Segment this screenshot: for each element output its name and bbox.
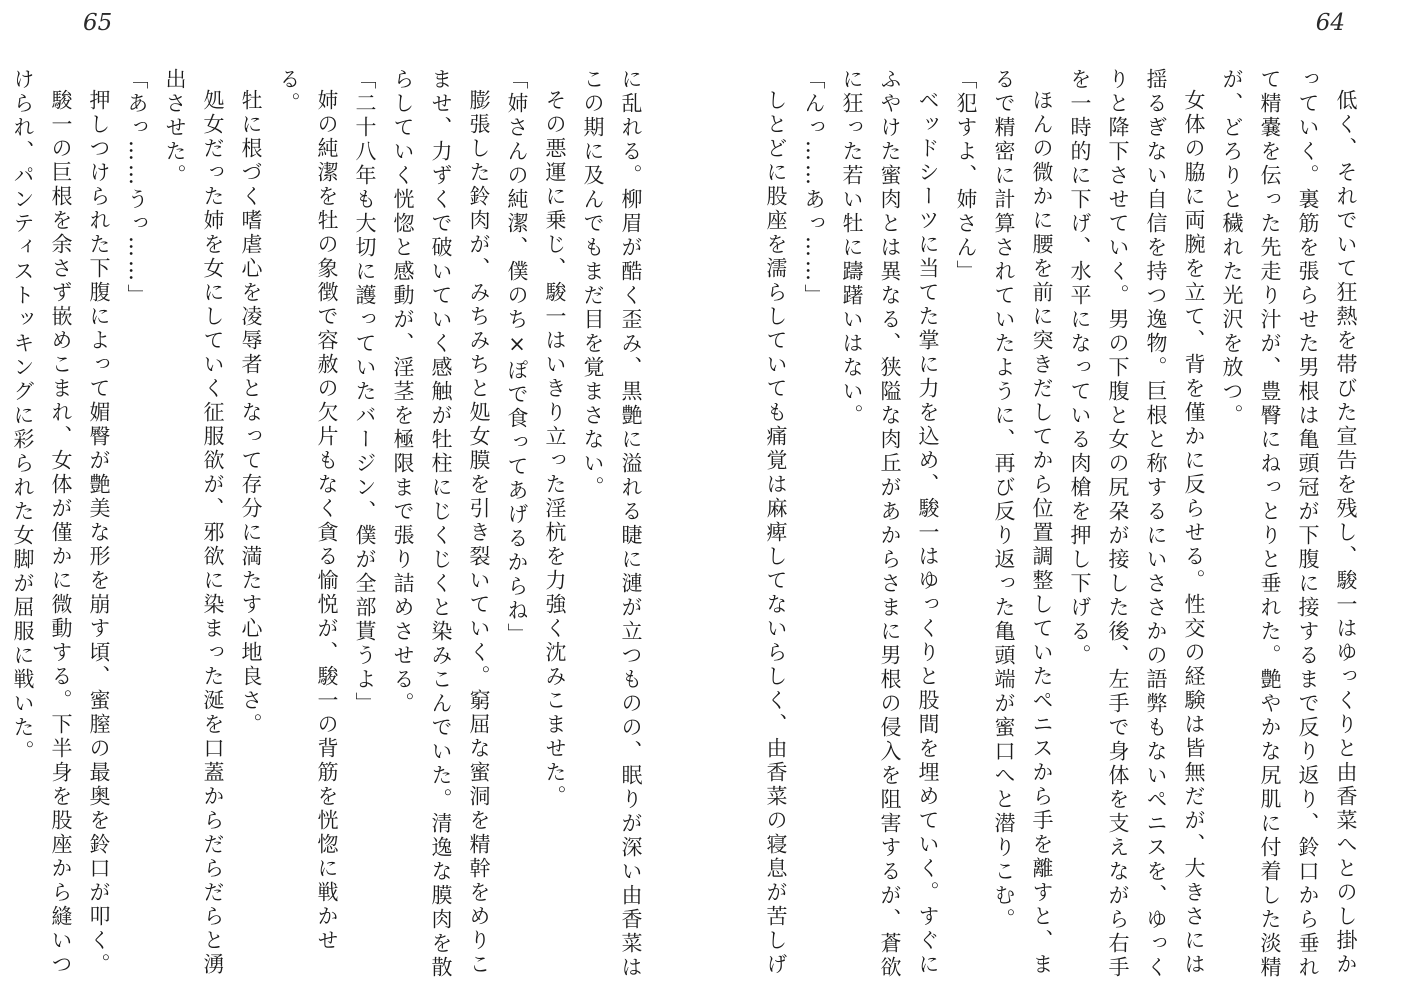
paragraph: ほんの微かに腰を前に突きだしてから位置調整していたペニスから手を離すと、まるで精密に計算されていたように、再び反り返った亀頭端が蜜口へと潜りこむ。 xyxy=(992,68,1054,977)
page-number-left: 65 xyxy=(83,10,113,36)
paragraph: 押しつけられた下腹によって媚臀が艶美な形を崩す頃、蜜膣の最奥を鈴口が叩く。 xyxy=(87,89,111,977)
paragraph: 駿一の巨根を余さず嵌めこまれ、女体が僅かに微動する。下半身を股座から縫いつけられ、パンティストッキングに彩られた女脚が屈服に戦いた。 xyxy=(11,68,73,977)
paragraph: 姉の純潔を牡の象徴で容赦の欠片もなく貪る愉悦が、駿一の背筋を恍惚に戦かせる。 xyxy=(277,68,339,953)
page-left-text xyxy=(4,68,650,993)
paragraph: 処女だった姉を女にしていく征服欲が、邪欲に染まった涎を口蓋からだらだらと湧出させた。 xyxy=(163,68,225,977)
dialogue-line: 「あっ……うっ……」 xyxy=(125,68,149,308)
page-right-text xyxy=(757,68,1365,993)
paragraph: その悪運に乗じ、駿一はいきり立った淫杭を力強く沈みこませた。 xyxy=(543,89,567,809)
paragraph: しとどに股座を濡らしていても痛覚は麻痺してないらしく、由香菜の寝息が苦しげ xyxy=(764,89,788,977)
paragraph: 低く、それでいて狂熱を帯びた宣告を残し、駿一はゆっくりと由香菜へとのし掛かっていく。裏筋を張らせた男根は亀頭冠が下腹に接するまで反り返り、鈴口から垂れて精嚢を伝った先走り汁が、豊臀にねっとりと垂れた。艶やかな尻肌に付着した淡精が、どろりと穢れた光沢を放つ。 xyxy=(1220,68,1358,980)
dialogue-line: 「二十八年も大切に護っていたバージン、僕が全部貰うよ」 xyxy=(353,68,377,716)
paragraph: ベッドシーツに当てた掌に力を込め、駿一はゆっくりと股間を埋めていく。すぐにふやけた蜜肉とは異なる、狭隘な肉丘があからさまに男根の侵入を阻害するが、蒼欲に狂った若い牡に躊躇いはない。 xyxy=(840,68,940,980)
page-number-right: 64 xyxy=(1315,10,1345,36)
paragraph: 女体の脇に両腕を立て、背を僅かに反らせる。性交の経験は皆無だが、大きさには揺るぎない自信を持つ逸物。巨根と称するにいささかの語弊もないペニスを、ゆっくりと降下させていく。男の下腹と女の尻朶が接した後、左手で身体を支えながら右手を一時的に下げ、水平になっている肉槍を押し下げる。 xyxy=(1068,68,1206,980)
paragraph: 膨張した鈴肉が、みちみちと処女膜を引き裂いていく。窮屈な蜜洞を精幹をめりこませ、力ずくで破いていく感触が牡柱にじくじくと染みこんでいた。清逸な膜肉を散らしていく恍惚と感動が、淫茎を極限まで張り詰めさせる。 xyxy=(391,68,491,980)
dialogue-line: 「犯すよ、姉さん」 xyxy=(954,68,978,284)
paragraph: 牡に根づく嗜虐心を凌辱者となって存分に満たす心地良さ。 xyxy=(239,89,263,737)
dialogue-line: 「姉さんの純潔、僕のち×ぽで食ってあげるからね」 xyxy=(505,68,529,647)
dialogue-line: 「んっ……あっ……」 xyxy=(802,68,826,308)
paragraph: に乱れる。柳眉が酷く歪み、黒艶に溢れる睫に漣が立つものの、眠りが深い由香菜はこの期に及んでもまだ目を覚まさない。 xyxy=(581,68,643,980)
